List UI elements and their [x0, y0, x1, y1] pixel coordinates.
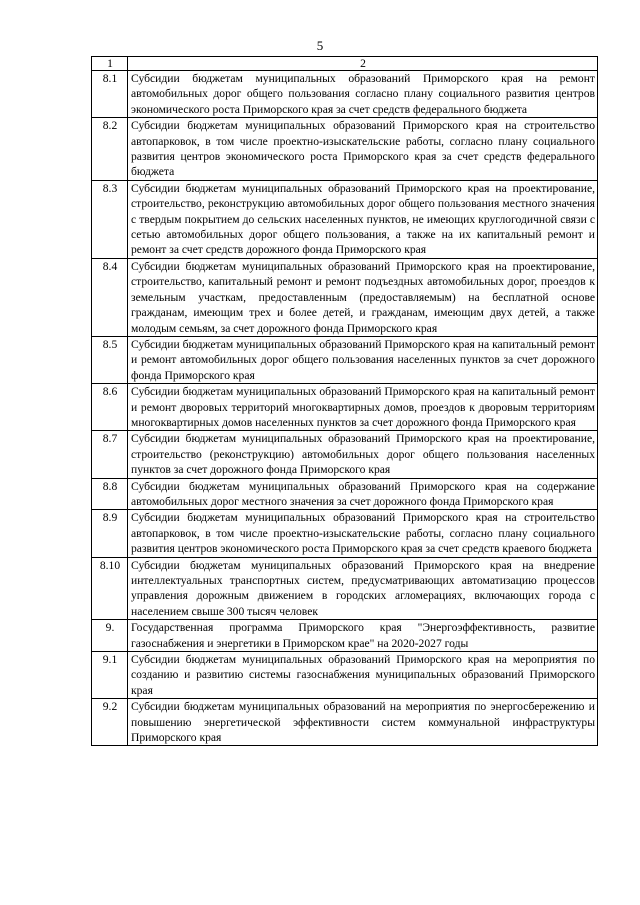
column-header-1: 1: [92, 57, 128, 71]
subsidies-table: [91, 56, 598, 746]
row-text: Субсидии бюджетам муниципальных образований Приморского края на содержание автомобильных дорог местного значения за счет дорожного фонда Приморского края: [128, 478, 598, 510]
row-text: Государственная программа Приморского края "Энергоэффективность, развитие газоснабжения и энергетики в Приморском крае" на 2020-2027 годы: [128, 620, 598, 652]
table-row: [92, 620, 598, 652]
table-row: [92, 180, 598, 258]
table-row: [92, 557, 598, 620]
row-number: 8.9: [92, 510, 128, 557]
column-header-2: 2: [128, 57, 598, 71]
table-row: [92, 384, 598, 431]
table-row: [92, 258, 598, 336]
table-row: [92, 699, 598, 746]
row-number: 8.8: [92, 478, 128, 510]
row-text: Субсидии бюджетам муниципальных образований Приморского края на проектирование, строительство (реконструкцию) автомобильных дорог общего пользования населенных пунктов за счет дорожного фонда Приморского края: [128, 431, 598, 478]
row-number: 8.3: [92, 180, 128, 258]
row-number: 9.: [92, 620, 128, 652]
row-number: 8.2: [92, 118, 128, 181]
page-number: 5: [316, 38, 324, 53]
row-text: Субсидии бюджетам муниципальных образований Приморского края на капитальный ремонт и ремонт дворовых территорий многоквартирных домов, проездов к дворовым территориям многоквартирных домов населенных пунктов за счет дорожного фонда Приморского края: [128, 384, 598, 431]
table-row: [92, 510, 598, 557]
row-text: Субсидии бюджетам муниципальных образований Приморского края на капитальный ремонт и ремонт автомобильных дорог общего пользования населенных пунктов за счет дорожного фонда Приморского края: [128, 336, 598, 383]
row-text: Субсидии бюджетам муниципальных образований Приморского края на строительство автопарковок, в том числе проектно-изыскательские работы, согласно плану социального развития центров экономического роста Приморского края за счет средств краевого бюджета: [128, 510, 598, 557]
table-header-row: [92, 57, 598, 71]
row-text: Субсидии бюджетам муниципальных образований Приморского края на внедрение интеллектуальных транспортных систем, предусматривающих автоматизацию процессов управления дорожным движением в городских агломерациях, включающих города с населением свыше 300 тысяч человек: [128, 557, 598, 620]
row-text: Субсидии бюджетам муниципальных образований Приморского края на строительство автопарковок, в том числе проектно-изыскательские работы, согласно плану социального развития центров экономического роста Приморского края за счет средств федерального бюджета: [128, 118, 598, 181]
row-number: 8.4: [92, 258, 128, 336]
row-text: Субсидии бюджетам муниципальных образований Приморского края на ремонт автомобильных дорог общего пользования согласно плану социального развития центров экономического роста Приморского края за счет средств федерального бюджета: [128, 71, 598, 118]
table-row: [92, 652, 598, 699]
row-text: Субсидии бюджетам муниципальных образований на мероприятия по энергосбережению и повышению энергетической эффективности систем коммунальной инфраструктуры Приморского края: [128, 699, 598, 746]
row-number: 8.5: [92, 336, 128, 383]
row-number: 8.7: [92, 431, 128, 478]
row-text: Субсидии бюджетам муниципальных образований Приморского края на проектирование, строительство, реконструкцию автомобильных дорог общего пользования местного значения с твердым покрытием до сельских населенных пунктов, не имеющих круглогодичной связи с сетью автомобильных дорог общего пользования, а также на их капитальный ремонт и ремонт за счет средств дорожного фонда Приморского края: [128, 180, 598, 258]
row-number: 8.10: [92, 557, 128, 620]
table-row: [92, 431, 598, 478]
row-text: Субсидии бюджетам муниципальных образований Приморского края на мероприятия по созданию и развитию системы газоснабжения муниципальных образований Приморского края: [128, 652, 598, 699]
row-number: 8.6: [92, 384, 128, 431]
row-number: 9.1: [92, 652, 128, 699]
row-text: Субсидии бюджетам муниципальных образований Приморского края на проектирование, строительство, капитальный ремонт и ремонт подъездных автомобильных дорог, проездов к земельным участкам, предоставленным (предоставляемым) на бесплатной основе гражданам, имеющим трех и более детей, и гражданам, имеющим двух детей, а также молодым семьям, за счет дорожного фонда Приморского края: [128, 258, 598, 336]
table-row: [92, 118, 598, 181]
row-number: 8.1: [92, 71, 128, 118]
table-row: [92, 336, 598, 383]
row-number: 9.2: [92, 699, 128, 746]
table-row: [92, 478, 598, 510]
table-row: [92, 71, 598, 118]
